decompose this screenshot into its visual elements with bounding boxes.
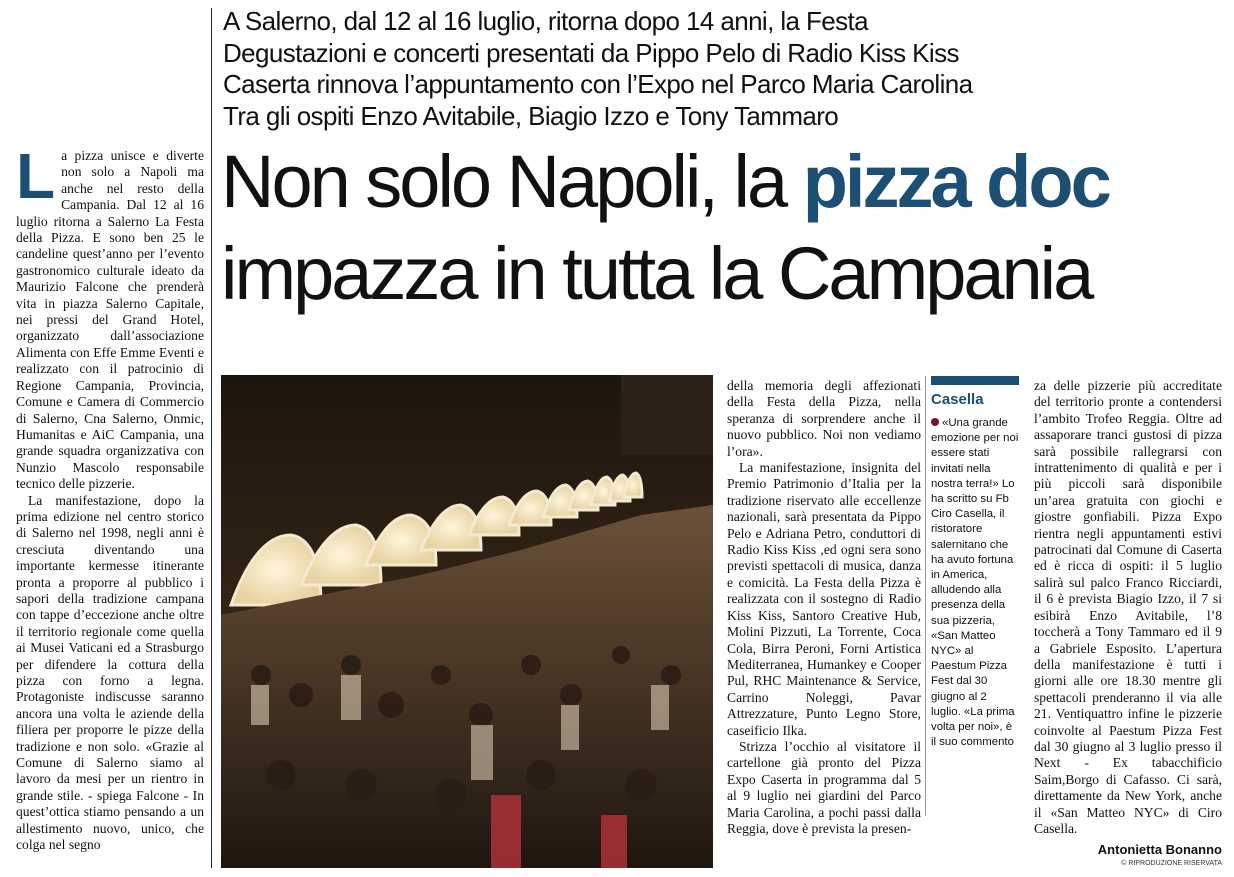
subhead-line: Tra gli ospiti Enzo Avitabile, Biagio Izzo e Tony Tammaro — [223, 100, 839, 131]
sidebar-bar — [931, 376, 1019, 385]
article-column-right — [1034, 378, 1222, 837]
column-divider — [925, 376, 926, 816]
sidebar-text: «Una grande emozione per noi essere stati invitati nella nostra terra!» Lo ha scritto su Fb Ciro Casella, il ristoratore salernitano che ha avuto fortuna in America, alludendo alla presenza della sua pizzeria, «San Matteo NYC» al Paestum Pizza Fest dal 30 giugno al 2 luglio. «La prima volta per noi», è il suo commento — [931, 417, 1019, 749]
paragraph: Strizza l’occhio al visitatore il cartellone già pronto del Pizza Expo Caserta in programma dal 5 al 9 luglio nei giardini del Parco Maria Carolina, a pochi passi dalla Reggia, dove è prevista la presen- — [727, 738, 921, 836]
article-column-middle — [727, 378, 921, 837]
paragraph: za delle pizzerie più accreditate del territorio pronte a contendersi l’ambito Trofeo Reggia. Oltre ad assaporare tranci gustosi di pizza sarà possibile rallegrarsi con intrattenimento di qualità e per i più piccoli sarà disponibile un’area gratuita con giochi e giostre gonfiabili. Pizza Expo rientra negli appuntamenti estivi patrocinati dal Comune di Caserta ed è ricca di ospiti: il 5 luglio salirà sul palco Franco Ricciardi, il 6 è prevista Biagio Izzo, il 7 si esibirà Enzo Avitabile, l’8 toccherà a Tony Tammaro ed il 9 a Gabriele Esposito. L’apertura della manifestazione è tutti i giorni alle ore 18.30 mentre gli spettacoli prenderanno il via alle 21. Ventiquattro infine le pizzerie coinvolte al Paestum Pizza Fest dal 30 giugno al 3 luglio presso il Next - Ex tabacchificio Saim,Borgo di Cafasso. Ci sarà, direttamente da New York, anche il «San Matteo NYC» di Ciro Casella. — [1034, 378, 1222, 836]
headline-highlight: pizza doc — [802, 140, 1109, 223]
article-column-left — [16, 140, 204, 853]
sidebar-box — [931, 376, 1019, 750]
sidebar-text-block — [931, 416, 1019, 750]
sidebar-title: Casella — [931, 391, 984, 408]
headline-plain: Non solo Napoli, la — [221, 140, 803, 223]
headline-line-2: impazza in tutta la Campania — [221, 232, 1092, 315]
paragraph: della memoria degli affezionati della Festa della Pizza, nella speranza di sorprendere anche il nuovo pubblico. Noi non vediamo l’ora». — [727, 378, 921, 459]
paragraph-text: a pizza unisce e diverte non solo a Napoli ma anche nel resto della Campania. Dal 12 al 16 luglio ritorna a Salerno La Festa della Pizza. E sono ben 25 le candeline quest’anno per l’evento gastronomico culturale ideato da Maurizio Falcone che prenderà vita in piazza Salerno Capitale, nei pressi del Grand Hotel, organizzato dall’associazione Alimenta con Effe Emme Eventi e realizzato con il patrocinio di Regione Campania, Provincia, Comune e Camera di Commercio di Salerno, Cna Salerno, Onmic, Humanitas e AiC Campania, una grande squadra organizzativa con Nunzio Mascolo responsabile tecnico delle pizzerie. — [16, 148, 204, 492]
headline-line-1 — [221, 136, 1231, 228]
festival-photo — [221, 375, 713, 868]
subheadings — [223, 6, 1223, 132]
paragraph: La manifestazione, insignita del Premio Patrimonio d’Italia per la tradizione riservato alle eccellenze nazionali, sarà presentata da Pippo Pelo e Adriana Petro, conduttori di Radio Kiss Kiss ,ed ogni sera sono previsti spettacoli di musica, danza e comicità. La Festa della Pizza è realizzata con il sostegno di Radio Kiss Kiss, Santoro Creative Hub, Molini Pizzuti, La Torrente, Coca Cola, Birra Peroni, Forni Artistica Mediterranea, Humankey e Cooper Pul, RHC Maintenance & Service, Carrino Noleggi, Pavar Attrezzature, Punto Legno Store, caseificio Ilka. — [727, 460, 921, 738]
bullet-icon — [931, 418, 939, 426]
paragraph — [16, 140, 204, 493]
author-byline: Antonietta Bonanno — [1097, 842, 1222, 857]
paragraph: La manifestazione, dopo la prima edizione nel centro storico di Salerno nel 1998, negli anni è cresciuta diventando una importante kermesse itinerante pronta a proporre al pubblico i sapori della tradizione campana con tappe d’eccezione anche oltre il territorio regionale come quella ai Musei Vaticani ed a Strasburgo per difendere la cottura della pizza con forno a legna. Protagoniste indiscusse saranno ancora una volta le aziende della filiera per proporre le pizze della tradizione e non solo. «Grazie al Comune di Salerno siamo al lavoro da mesi per un rientro in grande stile. - spiega Falcone - In quest’ottica stiamo pensando a un allestimento nuovo, unico, che colga nel segno — [16, 492, 204, 853]
headline — [221, 136, 1231, 320]
subhead-line: Degustazioni e concerti presentati da Pippo Pelo di Radio Kiss Kiss — [223, 37, 959, 68]
drop-cap: L — [16, 140, 56, 212]
copyright-notice: © RIPRODUZIONE RISERVATA — [1121, 860, 1222, 867]
subhead-line: A Salerno, dal 12 al 16 luglio, ritorna dopo 14 anni, la Festa — [223, 6, 869, 36]
subhead-line: Caserta rinnova l’appuntamento con l’Expo nel Parco Maria Carolina — [223, 69, 973, 99]
column-divider — [211, 8, 212, 868]
